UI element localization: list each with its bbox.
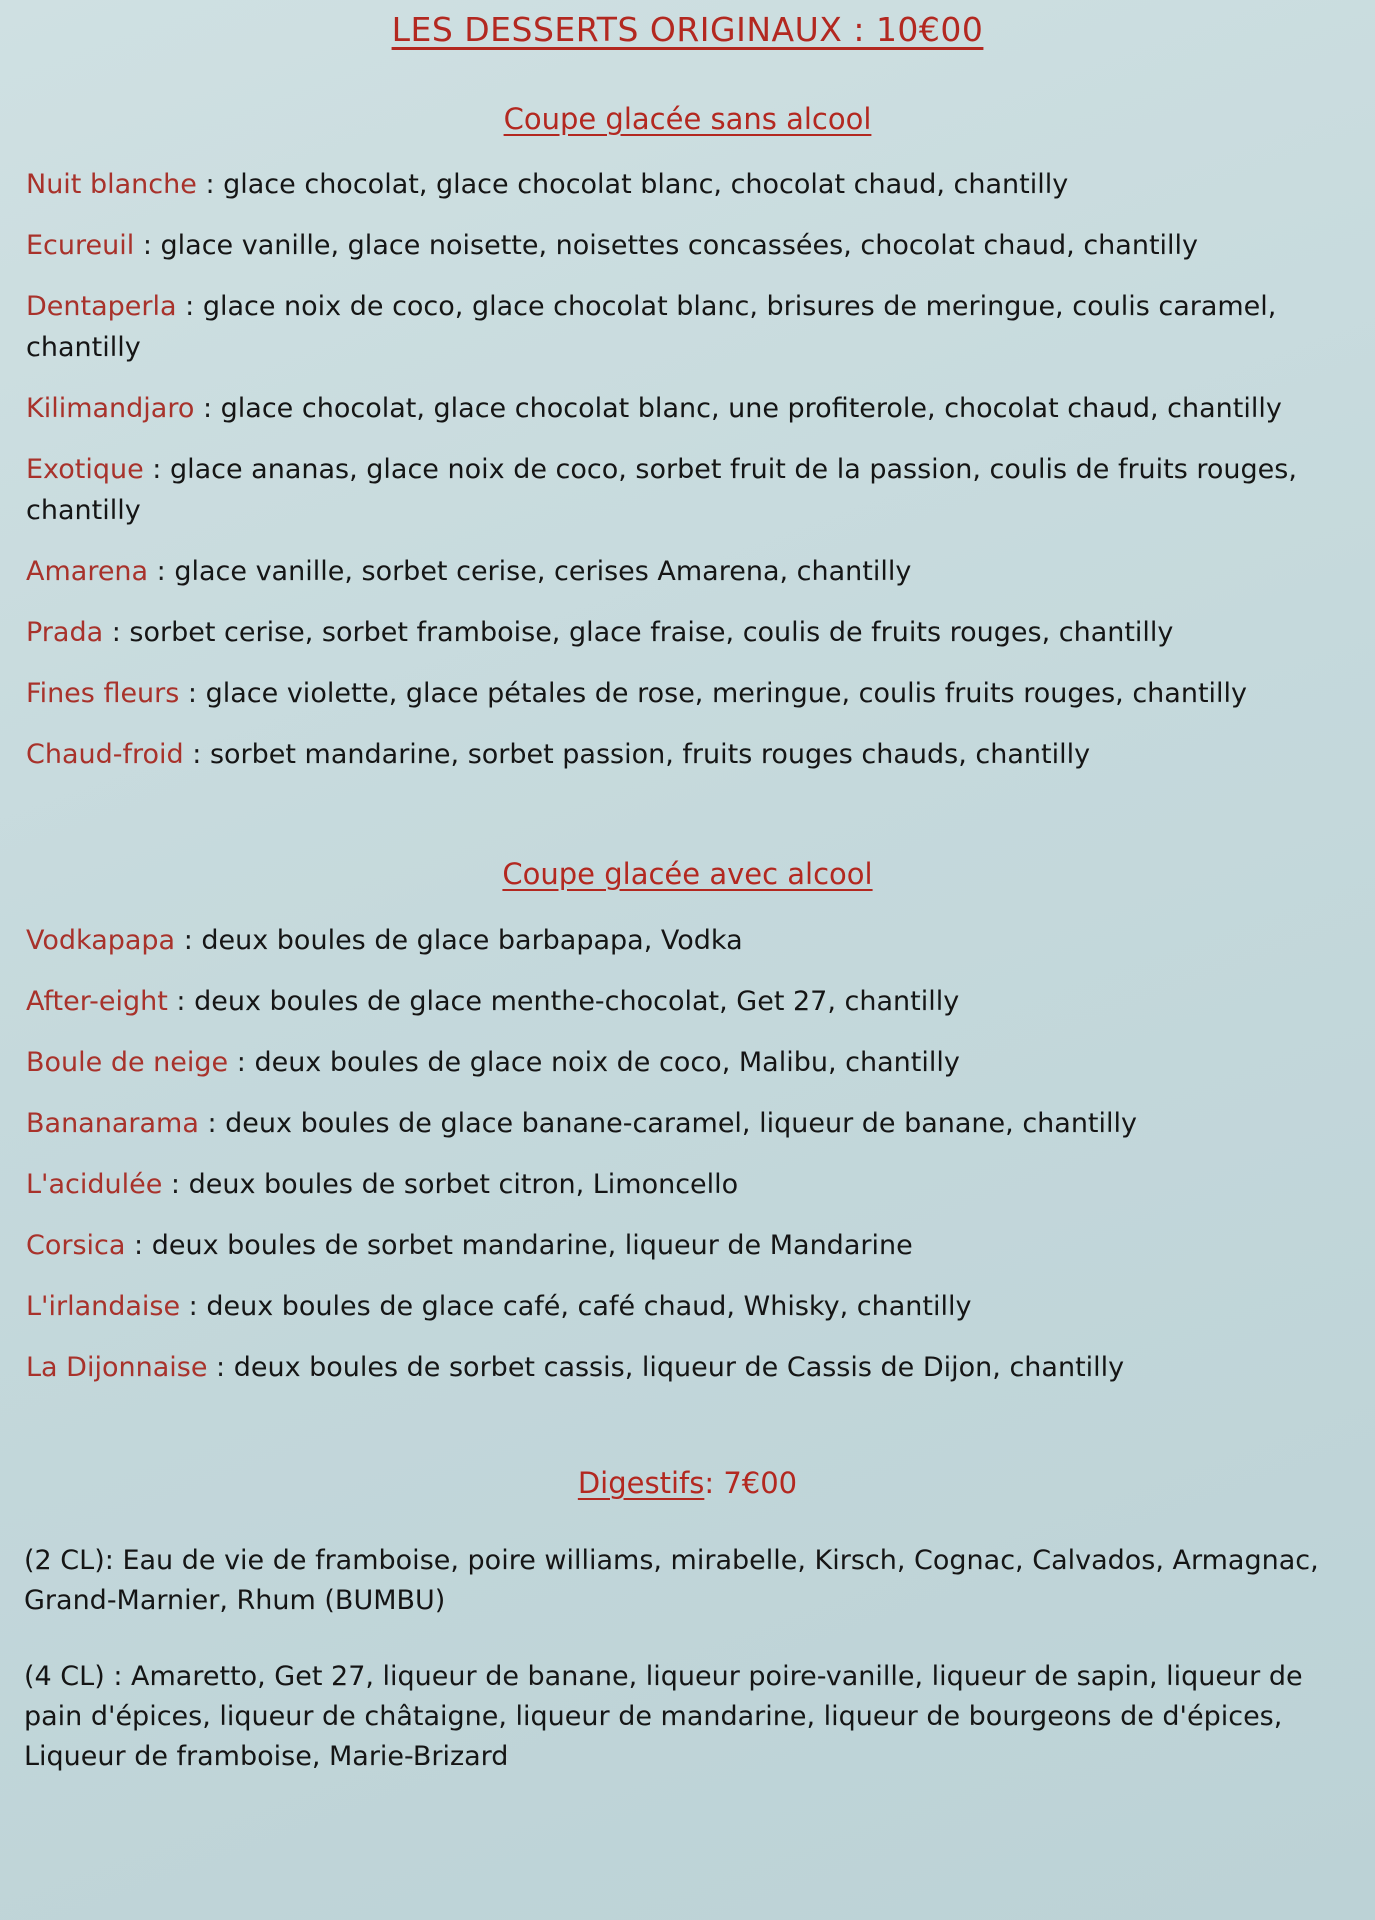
digestif-text: Amaretto, Get 27, liqueur de banane, liqueur poire-vanille, liqueur de sapin, liqueur de pain d'épices, liqueur de châtaigne, liqueur de mandarine, liqueur de bourgeons de d'épices, Liqueur de framboise, Marie-Brizard (24, 1661, 1303, 1772)
dessert-item (26, 920, 1346, 961)
dessert-item (26, 286, 1346, 368)
dessert-name: Ecureuil (26, 230, 135, 261)
menu-title: LES DESSERTS ORIGINAUX : 10€00 (391, 10, 984, 49)
dessert-description: glace violette, glace pétales de rose, meringue, coulis fruits rouges, chantilly (205, 678, 1248, 709)
section-heading-text: Coupe glacée sans alcool (503, 102, 872, 136)
item-separator: : (148, 556, 175, 587)
dessert-description: glace ananas, glace noix de coco, sorbet fruit de la passion, coulis de fruits rouges, chantilly (26, 454, 1297, 526)
dessert-name: La Dijonnaise (26, 1352, 208, 1383)
dessert-item (26, 1286, 1346, 1327)
dessert-list-avec-alcool (26, 920, 1346, 1408)
dessert-name: Nuit blanche (26, 169, 197, 200)
item-separator: : (180, 1291, 207, 1322)
dessert-item (26, 1347, 1346, 1388)
dessert-description: sorbet cerise, sorbet framboise, glace fraise, coulis de fruits rouges, chantilly (129, 617, 1174, 648)
digestif-separator: : (104, 1545, 114, 1576)
dessert-name: Exotique (26, 454, 144, 485)
item-separator: : (143, 454, 170, 485)
dessert-item (26, 612, 1346, 653)
dessert-item (26, 551, 1346, 592)
item-separator: : (125, 1230, 152, 1261)
dessert-item (26, 981, 1346, 1022)
dessert-name: Corsica (26, 1230, 126, 1261)
section-heading-text: Coupe glacée avec alcool (502, 857, 873, 891)
item-separator: : (183, 739, 210, 770)
digestifs-line-4cl (24, 1657, 1354, 1777)
dessert-description: deux boules de sorbet mandarine, liqueur de Mandarine (151, 1230, 913, 1261)
digestif-qty: (4 CL) (24, 1661, 105, 1692)
digestifs-heading (0, 1466, 1375, 1500)
item-separator: : (198, 1108, 226, 1139)
section-heading-sans-alcool (0, 102, 1375, 136)
digestif-qty: (2 CL) (24, 1545, 105, 1576)
item-separator: : (162, 1169, 189, 1200)
item-separator: : (228, 1047, 255, 1078)
dessert-name: After-eight (26, 986, 168, 1017)
dessert-description: deux boules de glace banane-caramel, liqueur de banane, chantilly (225, 1108, 1137, 1139)
dessert-description: deux boules de glace menthe-chocolat, Get 27, chantilly (194, 986, 960, 1017)
dessert-description: glace noix de coco, glace chocolat blanc, brisures de meringue, coulis caramel, chantilly (26, 291, 1277, 363)
dessert-description: glace chocolat, glace chocolat blanc, une profiterole, chocolat chaud, chantilly (220, 393, 1282, 424)
section-heading-avec-alcool (0, 857, 1375, 891)
dessert-name: L'irlandaise (26, 1291, 181, 1322)
dessert-item (26, 734, 1346, 775)
dessert-description: deux boules de sorbet cassis, liqueur de Cassis de Dijon, chantilly (233, 1352, 1125, 1383)
dessert-item (26, 388, 1346, 429)
dessert-name: Boule de neige (26, 1047, 229, 1078)
dessert-description: deux boules de sorbet citron, Limoncello (188, 1169, 739, 1200)
item-separator: : (167, 986, 195, 1017)
dessert-name: Kilimandjaro (26, 393, 195, 424)
dessert-description: deux boules de glace noix de coco, Malibu, chantilly (254, 1047, 960, 1078)
item-separator: : (194, 393, 221, 424)
dessert-item (26, 1164, 1346, 1205)
dessert-item (26, 164, 1346, 205)
dessert-item (26, 449, 1346, 531)
dessert-name: L'acidulée (26, 1169, 163, 1200)
dessert-description: sorbet mandarine, sorbet passion, fruits rouges chauds, chantilly (209, 739, 1091, 770)
digestif-separator: : (104, 1661, 123, 1692)
item-separator: : (103, 617, 130, 648)
digestifs-line-2cl (24, 1541, 1354, 1621)
dessert-description: glace chocolat, glace chocolat blanc, chocolat chaud, chantilly (223, 169, 1069, 200)
dessert-list-sans-alcool (26, 164, 1346, 795)
dessert-name: Fines fleurs (26, 678, 180, 709)
digestif-text: Eau de vie de framboise, poire williams, mirabelle, Kirsch, Cognac, Calvados, Armagnac, Grand-Marnier, Rhum (BUMBU) (24, 1545, 1319, 1616)
dessert-description: glace vanille, glace noisette, noisettes concassées, chocolat chaud, chantilly (160, 230, 1199, 261)
dessert-name: Chaud-froid (26, 739, 184, 770)
dessert-item (26, 1225, 1346, 1266)
item-separator: : (207, 1352, 234, 1383)
digestifs-price: : 7€00 (704, 1466, 798, 1500)
dessert-description: deux boules de glace café, café chaud, Whisky, chantilly (206, 1291, 972, 1322)
dessert-item (26, 1103, 1346, 1144)
dessert-item (26, 225, 1346, 266)
item-separator: : (176, 291, 203, 322)
dessert-item (26, 1042, 1346, 1083)
dessert-name: Prada (26, 617, 104, 648)
dessert-description: glace vanille, sorbet cerise, cerises Amarena, chantilly (174, 556, 912, 587)
dessert-item (26, 673, 1346, 714)
dessert-name: Dentaperla (26, 291, 177, 322)
item-separator: : (179, 678, 206, 709)
digestifs-heading-text: Digestifs (577, 1466, 705, 1500)
dessert-name: Amarena (26, 556, 149, 587)
dessert-description: deux boules de glace barbapapa, Vodka (201, 925, 743, 956)
item-separator: : (196, 169, 224, 200)
item-separator: : (175, 925, 202, 956)
dessert-name: Bananarama (26, 1108, 199, 1139)
item-separator: : (134, 230, 161, 261)
dessert-name: Vodkapapa (26, 925, 176, 956)
